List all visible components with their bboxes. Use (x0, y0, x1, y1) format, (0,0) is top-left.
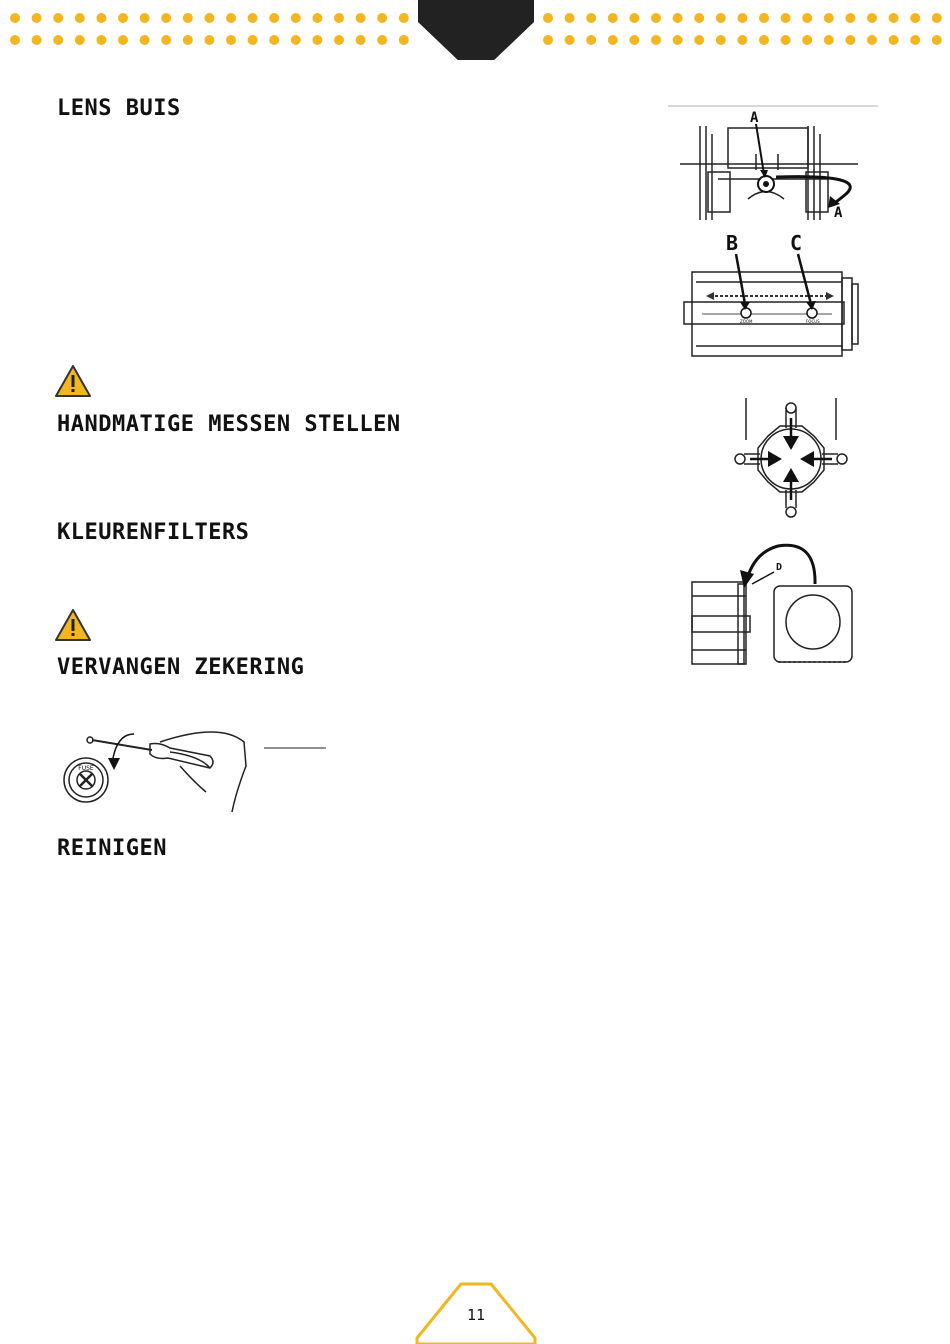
header-dot (737, 13, 747, 23)
header-dot (651, 13, 661, 23)
header-dot (312, 35, 322, 45)
header-dot (161, 35, 171, 45)
header-dot (399, 13, 409, 23)
header-notch (418, 0, 534, 60)
header-dot (694, 35, 704, 45)
header-dot (226, 35, 236, 45)
header-dot (377, 13, 387, 23)
header-dot (32, 35, 42, 45)
color-filter-figure (690, 540, 860, 668)
header-dot (183, 13, 193, 23)
header-dot (377, 35, 387, 45)
header-dot (118, 35, 128, 45)
header-dot (586, 13, 596, 23)
header-dot (96, 35, 106, 45)
warning-triangle-icon (54, 608, 92, 642)
header-dot (845, 13, 855, 23)
header-dot (269, 13, 279, 23)
warning-triangle-icon (54, 364, 92, 398)
header-dot (96, 13, 106, 23)
header-dot (673, 35, 683, 45)
header-dot (53, 13, 63, 23)
header-dot (356, 13, 366, 23)
header-dot (399, 35, 409, 45)
label-d: D (776, 562, 783, 573)
shutters-figure (728, 396, 856, 522)
label-zoom-small: ZOOM (740, 319, 753, 324)
header-dot (889, 13, 899, 23)
header-dot (824, 13, 834, 23)
label-c: C (790, 231, 803, 255)
header-dot (183, 35, 193, 45)
header-dot (291, 13, 301, 23)
header-dot (651, 35, 661, 45)
label-a-top: A (750, 110, 759, 126)
heading-lens-tube: LENS BUIS (57, 96, 181, 121)
header-dot (75, 35, 85, 45)
header-dot (608, 35, 618, 45)
header-dot (867, 35, 877, 45)
screwdriver-fuse-icon (60, 722, 330, 814)
header-dot (932, 35, 942, 45)
header-dot (737, 35, 747, 45)
header-dot (781, 13, 791, 23)
header-dot (910, 35, 920, 45)
header-dot (565, 13, 575, 23)
header-dot (10, 35, 20, 45)
header-dot (118, 13, 128, 23)
page-number: 11 (466, 1306, 486, 1324)
header-dot (53, 35, 63, 45)
header-dot (334, 35, 344, 45)
heading-manual-shutters: HANDMATIGE MESSEN STELLEN (57, 412, 401, 437)
header-dot (910, 13, 920, 23)
label-a-arrow: A (834, 205, 843, 221)
header-dot (10, 13, 20, 23)
header-decoration (0, 0, 950, 60)
header-dot (802, 35, 812, 45)
label-focus-small: FOCUS (806, 319, 820, 324)
lens-lock-figure (668, 104, 878, 222)
header-dot (889, 35, 899, 45)
header-dot (673, 13, 683, 23)
header-dot (565, 35, 575, 45)
heading-color-filters: KLEURENFILTERS (57, 520, 250, 545)
label-b: B (726, 231, 739, 255)
header-dot (248, 13, 258, 23)
header-dot (543, 35, 553, 45)
header-dot (204, 13, 214, 23)
header-dot (716, 35, 726, 45)
header-dot (845, 35, 855, 45)
header-dot (140, 35, 150, 45)
header-dot (543, 13, 553, 23)
zoom-focus-figure (682, 230, 862, 360)
header-dot (824, 35, 834, 45)
header-dot (248, 35, 258, 45)
header-dot (226, 13, 236, 23)
header-dot (75, 13, 85, 23)
header-dot (140, 13, 150, 23)
header-dot (629, 13, 639, 23)
header-dot (932, 13, 942, 23)
header-dot (161, 13, 171, 23)
header-dot (608, 13, 618, 23)
header-dot (269, 35, 279, 45)
header-dot (312, 13, 322, 23)
label-fuse: FUSE (78, 765, 94, 772)
header-dot (32, 13, 42, 23)
header-dot (204, 35, 214, 45)
header-dot (334, 13, 344, 23)
header-dot (694, 13, 704, 23)
header-dot (781, 35, 791, 45)
header-dot (759, 13, 769, 23)
header-dot (867, 13, 877, 23)
header-dot (629, 35, 639, 45)
header-dot (586, 35, 596, 45)
header-dot (291, 35, 301, 45)
heading-fuse-replacement: VERVANGEN ZEKERING (57, 655, 305, 680)
header-dot (716, 13, 726, 23)
header-dot (759, 35, 769, 45)
header-dot (356, 35, 366, 45)
heading-cleaning: REINIGEN (57, 836, 167, 861)
header-dot (802, 13, 812, 23)
